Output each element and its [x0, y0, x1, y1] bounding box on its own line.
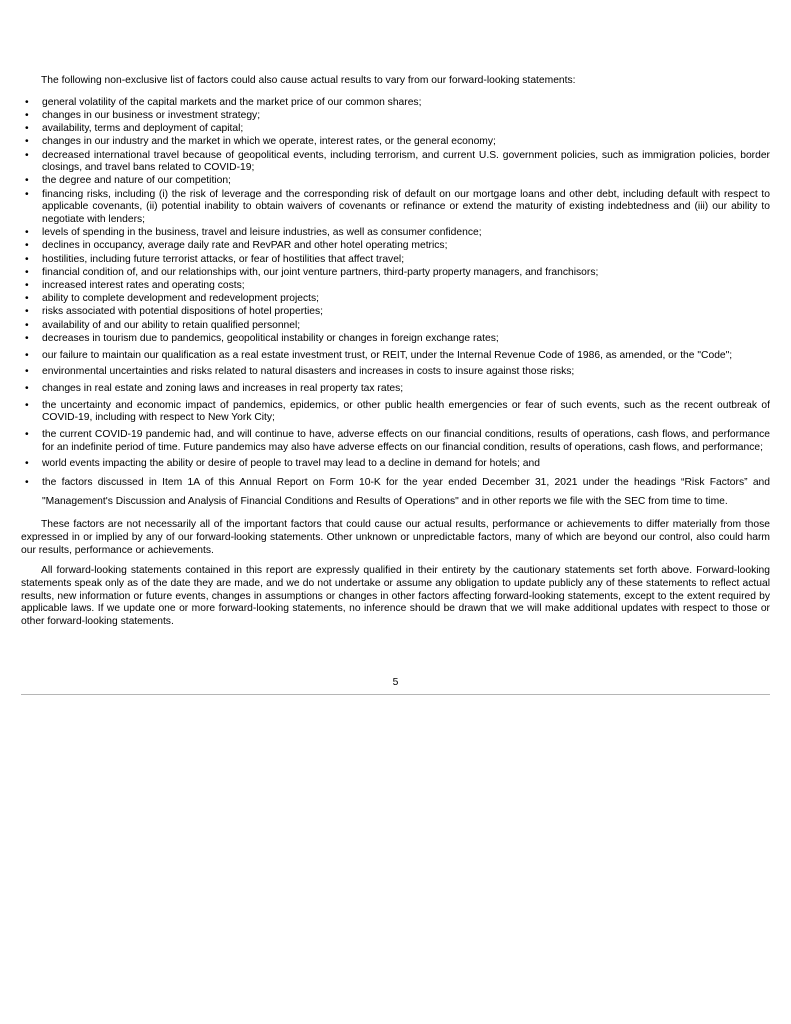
- bullet-item: • availability of and our ability to retain qualified personnel;: [21, 320, 770, 333]
- bullet-item: • declines in occupancy, average daily rate and RevPAR and other hotel operating metrics;: [21, 240, 770, 253]
- bullet-item: • changes in our industry and the market in which we operate, interest rates, or the general economy;: [21, 136, 770, 149]
- bullet-item: • financial condition of, and our relationships with, our joint venture partners, third-party property managers, and franchisors;: [21, 267, 770, 280]
- risk-factor-bullet-list: [21, 97, 770, 511]
- bullet-item: • general volatility of the capital markets and the market price of our common shares;: [21, 97, 770, 110]
- bullet-item: • world events impacting the ability or desire of people to travel may lead to a decline in demand for hotels; and: [21, 458, 770, 471]
- closing-paragraph-2: All forward-looking statements contained in this report are expressly qualified in their entirety by the cautionary statements set forth above. Forward-looking statements speak only as of the date they are made, and we do not undertake or assume any obligation to update publicly any of these statements to reflect actual results, new information or future events, changes in assumptions or changes in other factors affecting forward-looking statements, except to the extent required by applicable laws. If we update one or more forward-looking statements, no inference should be drawn that we will make additional updates with respect to those or other forward-looking statements.: [21, 565, 770, 628]
- bullet-item: • changes in real estate and zoning laws and increases in real property tax rates;: [21, 383, 770, 396]
- bullet-item: • changes in our business or investment strategy;: [21, 110, 770, 123]
- bullet-item: • the uncertainty and economic impact of pandemics, epidemics, or other public health emergencies or fear of such events, such as the recent outbreak of COVID-19, including with respect to New York City;: [21, 400, 770, 425]
- bullet-item: • decreases in tourism due to pandemics, geopolitical instability or changes in foreign exchange rates;: [21, 333, 770, 346]
- bullet-item: • risks associated with potential dispositions of hotel properties;: [21, 306, 770, 319]
- page-number: 5: [392, 676, 399, 688]
- bullet-item: • ability to complete development and redevelopment projects;: [21, 293, 770, 306]
- bullet-item: • environmental uncertainties and risks related to natural disasters and increases in costs to insure against those risks;: [21, 366, 770, 379]
- bullet-item: • the factors discussed in Item 1A of this Annual Report on Form 10-K for the year ended December 31, 2021 under the headings “Risk Factors” and "Management's Discussion and Analysis of Financial Conditions and Results of Operations" and in other reports we file with the SEC from time to time.: [21, 473, 770, 511]
- bullet-item: • levels of spending in the business, travel and leisure industries, as well as consumer confidence;: [21, 227, 770, 240]
- bullet-item: • availability, terms and deployment of capital;: [21, 123, 770, 136]
- bullet-item: • the current COVID-19 pandemic had, and will continue to have, adverse effects on our financial conditions, results of operations, cash flows, and performance for an indefinite period of time. Future pandemics may also have adverse effects on our financial condition, results of operations, cash flows, and performance;: [21, 429, 770, 454]
- intro-paragraph: The following non-exclusive list of factors could also cause actual results to vary from our forward-looking statements:: [41, 75, 576, 86]
- closing-paragraph-1: These factors are not necessarily all of the important factors that could cause our actual results, performance or achievements to differ materially from those expressed in or implied by any of our forward-looking statements. Other unknown or unpredictable factors, many of which are beyond our control, also could harm our results, performance or achievements.: [21, 519, 770, 556]
- bullet-item: • decreased international travel because of geopolitical events, including terrorism, and current U.S. government policies, such as immigration policies, border closings, and travel bans related to COVID-19;: [21, 150, 770, 175]
- page-divider: [21, 694, 770, 695]
- bullet-item: • increased interest rates and operating costs;: [21, 280, 770, 293]
- page-footer: [21, 677, 770, 690]
- bullet-item: • the degree and nature of our competition;: [21, 175, 770, 188]
- bullet-item: • hostilities, including future terrorist attacks, or fear of hostilities that affect travel;: [21, 254, 770, 267]
- bullet-item: • financing risks, including (i) the risk of leverage and the corresponding risk of default on our mortgage loans and other debt, including default with respect to applicable covenants, (ii) potential inability to obtain waivers of covenants or refinance or extend the maturity of existing indebtedness and (iii) our ability to negotiate with lenders;: [21, 189, 770, 227]
- bullet-item: • our failure to maintain our qualification as a real estate investment trust, or REIT, under the Internal Revenue Code of 1986, as amended, or the "Code";: [21, 350, 770, 363]
